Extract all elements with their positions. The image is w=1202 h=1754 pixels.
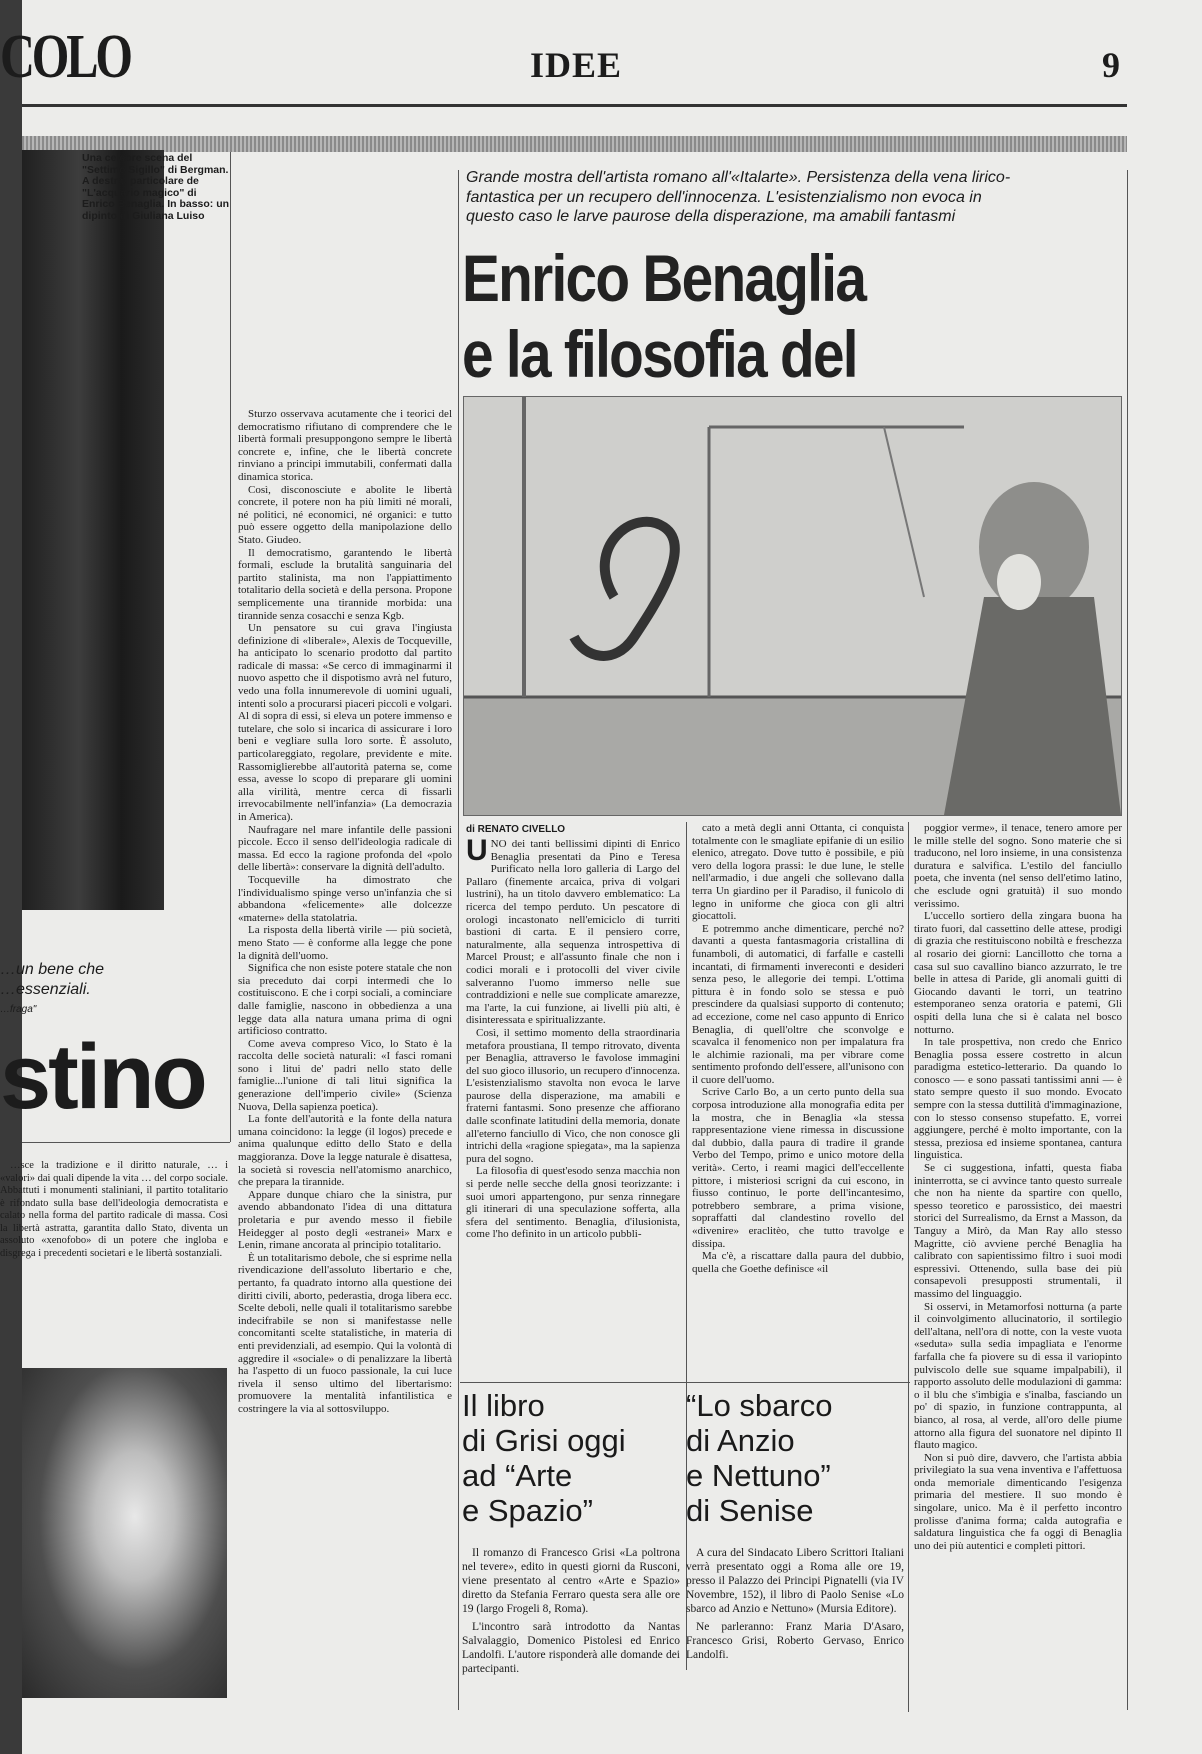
- paragraph: Si osservi, in Metamorfosi notturna (a parte il coinvolgimento allucinatorio, il sortilegio dell'altana, nell'ora di notte, con la veste vuota «seduta» sulla sedia impagliata e l'enorme farfalla che fa piovere su di essa il variopinto pulviscolo delle sue squame impalpabili), il rapporto assoluto delle modulazioni di gamma: o il blu che s'imbigia e s'inalba, fasciando un po' di spazio, in funzione contrappunta, al bianco, al rosa, al verde, all'oro delle piume attorno alla figura del suonatore nel dipinto Il flauto magico.: [914, 1300, 1122, 1452]
- paragraph: Naufragare nel mare infantile delle passioni piccole. Ecco il senso dell'ideologia radicale di massa. Ed ecco la ragione profonda del «polo delle libertà»: conservare la dignità dell'adulto.: [238, 823, 452, 874]
- paragraph: La fonte dell'autorità e la fonte della natura umana coincidono: la legge (il logos) precede e anima qualunque editto dello Stato e della maggioranza. Dove la legge naturale è disattesa, la società si rovescia nell'atomismo anarchico, che prepara la tirannide.: [238, 1113, 452, 1189]
- header-rule: [22, 104, 1127, 107]
- pull-quote-line: …un bene che: [0, 961, 105, 978]
- headline-line: “Lo sbarco: [686, 1388, 833, 1423]
- paragraph: UNO dei tanti bellissimi dipinti di Enrico Benaglia presentati da Pino e Teresa Purificato nella loro galleria di Largo del Pallaro (finemente arcaica, priva di volgari lustrini), ha un titolo davvero emblematico: La ricerca del tempo perduto. Un pescatore di orologi incastonato nell'emiciclo di turriti bastioni di carta. E il pensiero corre, naturalmente, alla sequenza introspettiva di Marcel Proust; e all'assunto finale che non i codici morali e i protocolli del viver civile salveranno l'uomo immerso nelle sue contraddizioni e nelle sue complicate amarezze, ma l'arte, la cui funzione, ai livelli più alti, è disinteressata e spiritualizzante.: [466, 838, 680, 1027]
- page-number: 9: [1102, 45, 1120, 85]
- box-rule: [460, 1382, 910, 1383]
- article-column-2: [692, 822, 904, 1392]
- column-rule: [458, 170, 459, 1710]
- paragraph: Se ci suggestiona, infatti, questa fiaba ininterrotta, se ci avvince tanto questo surreale che non ha niente da spartire con quello, spesso teoretico e parossistico, dei maestri storici del Surrealismo, da Ernst a Masson, da Tanguy a Mirò, da Man Ray allo stesso Magritte, ciò avviene perché Benaglia ha calibrato con sapientissimo filtro i suoi modi espressivi. Ottenendo, sulla base dei più consapevoli presupposti strumentali, il massimo del linguaggio.: [914, 1162, 1122, 1300]
- headline-line: Il libro: [462, 1388, 545, 1423]
- paragraph: poggior verme», il tenace, tenero amore per le mille stelle del sogno. Sono materie che si traducono, nel loro insieme, in una consistenza duratura e salvifica. L'estilo del fanciullo poeta, che inventa (nel senso dell'etimo latino, che esclude ogni gratuità) il suo mondo verissimo.: [914, 822, 1122, 910]
- paragraph: Come aveva compreso Vico, lo Stato è la raccolta delle società naturali: «I fasci romani sono i litui de' padri nello stato delle famiglie...l'unione di tali litui significa la generazione dell'imperio civile» (Scienza Nuova, Della sapienza poetica).: [238, 1037, 452, 1113]
- paragraph: Ne parleranno: Franz Maria D'Asaro, Francesco Grisi, Roberto Gervaso, Enrico Landolfi.: [686, 1621, 904, 1661]
- article-column-3: [914, 822, 1122, 1712]
- grisi-body: [462, 1546, 680, 1676]
- paragraph: La filosofia di quest'esodo senza macchia non si perde nelle secche della gnosi teorizzante: i suoi umori appartengono, pur senza rinnegare gli itinerari di una speculazione sofferta, alla sfera del sentimento. Benaglia, d'ilusionista, come l'ho definito in un articolo pubbli-: [466, 1165, 680, 1241]
- headline-line: e la filosofia del: [462, 317, 857, 391]
- paragraph: Così, disconosciute e abolite le libertà concrete, il potere non ha più limiti né morali, né politici, né economici, né organici: e tutto può essere oggetto della manipolazione dello Stato. Giudeo.: [238, 483, 452, 546]
- benaglia-painting: [463, 396, 1122, 816]
- paragraph: Scrive Carlo Bo, a un certo punto della sua corposa introduzione alla monografia edita per la mostra, che in Benaglia «la stessa rappresentazione viene rimessa in discussione dal dubbio, dalla paura di tradire il grande Verbo del Tempo, primo e unico motore della verità». Certo, i reami magici dell'eccellente pittore, i misteriosi scrigni da cui escono, in fiusso continuo, le porte dell'incantesimo, potrebbero sembrare, a prima visione, sopraffatti dal clandestino rovello del «divenire» eraclitèo, che tutto travolge e dissipa.: [692, 1086, 904, 1250]
- paragraph: Tocqueville ha dimostrato che l'individualismo spinge verso un'infanzia che si abbandona «felicemente» alle dolcezze «materne» della statolatria.: [238, 873, 452, 924]
- decorative-bar: [22, 136, 1127, 152]
- pull-quote-line: …fraga": [0, 1004, 37, 1015]
- paragraph: cato a metà degli anni Ottanta, ci conquista totalmente con le smagliate epifanie di un esilio elenico, atregato. Dove tutto è possibile, e più vero della logora prassi: le due lune, le stelle nell'armadio, i due angeli che sollevano dalla terra Un giardino per il Paradiso, il funicolo di legno in uniforme che gioca con gli altri giocattoli.: [692, 822, 904, 923]
- paragraph: L'incontro sarà introdotto da Nantas Salvalaggio, Domenico Pistolesi ed Enrico Landolfi. L'autore risponderà alle domande dei partecipanti.: [462, 1621, 680, 1675]
- paragraph: È un totalitarismo debole, che si esprime nella rivendicazione dell'assoluto libertario e che, pertanto, fa quadrato intorno alla questione dei diritti civili, aborto, pederastia, droga libera ecc. Scelte deboli, nelle quali il totalitarismo sarebbe indecifrabile se non si manifestasse nelle concomitanti scelte statalistiche, in materia di enti previdenziali, ad esempio. Qui la volontà di aggredire il «sociale» o di penalizzare la libertà ha l'aspetto di un fuoco passionale, la cui luce rivela il senso ultimo del libertarismo: promuovere la mentalità infantilistica e costringere la via al sottosviluppo.: [238, 1251, 452, 1415]
- headline-line: ad “Arte: [462, 1458, 573, 1493]
- luiso-painting: [22, 1368, 227, 1698]
- byline: di RENATO CIVELLO: [466, 824, 566, 835]
- pull-quote-line: …essenziali.: [0, 981, 91, 998]
- article-standfirst: Grande mostra dell'artista romano all'«Italarte». Persistenza della vena lirico-fantastica per un recupero dell'innocenza. L'esistenzialismo non evoca in questo caso le larve paurose della disperazione, ma amabili fantasmi: [466, 169, 1011, 225]
- paragraph: Un pensatore su cui grava l'ingiusta definizione di «liberale», Alexis de Tocqueville, ha anticipato lo scenario prodotto dal partito radicale di massa: «Se cerco di immaginarmi il nuovo aspetto che il dispotismo avrà nel futuro, vedo una folla innumerevole di uomini uguali, intenti solo a procurarsi piaceri piccoli e volgari. Al di sopra di essi, si eleva un potere immenso e tutelare, che solo si incarica di assicurare i loro beni e vegliare sulla loro sorte. È assoluto, particolareggiato, regolare, previdente e mite. Rassomiglierebbe all'autorità paterna se, come essa, avesse lo scopo di preparare gli uomini alla virilità, mentre cerca di fissarli irrevocabilmente nell'infanzia» (La democrazia in America).: [238, 622, 452, 823]
- headline-line: e Nettuno”: [686, 1458, 831, 1493]
- paragraph: E potremmo anche dimenticare, perché no? davanti a questa fantasmagoria cristallina di funamboli, di automatici, di farfalle e castelli incantati, di firmamenti invereconti e desideri senza peso, le allegorie dei tempi. L'ottima pittura è in fondo solo se stessa e può prescindere da qualsiasi supporto di contenuto; ad eccezione, come nel caso appunto di Enrico Benaglia, di quell'oltre che sconvolge e scavalca il fenomenico non per impalatura fra le alchimie razionali, ma per vibrare come sentimento profondo dell'essere, all'unisono con il cuore dell'uomo.: [692, 922, 904, 1086]
- paragraph: La risposta della libertà virile — più società, meno Stato — è conforme alla legge che pone la dignità dell'uomo.: [238, 924, 452, 962]
- paragraph: …sce la tradizione e il diritto naturale, … i «valori» dai quali dipende la vita … del corpo sociale. Abbattuti i monumenti staliniani, il partito totalitario è rifondato sulla base dell'ideologia democratista e calato nella forma del partito radicale di massa. Così la libertà astratta, garantita dallo Stato, diventa un assoluto «xenofobo» di un potere che ingloba e disgrega i precedenti societari e le libertà sostanziali.: [0, 1160, 228, 1259]
- section-title: IDEE: [530, 45, 623, 85]
- paragraph: Il romanzo di Francesco Grisi «La poltrona nel tevere», edito in questi giorni da Rusconi, viene presentato al centro «Arte e Spazio» diretto da Stefania Ferraro questa sera alle ore 19 (largo Frogeli 8, Roma).: [462, 1547, 680, 1615]
- right-page-rule: [1127, 170, 1128, 1710]
- paragraph: Ma c'è, a riscattare dalla paura del dubbio, quella che Goethe definisce «il: [692, 1250, 904, 1275]
- left-fragment-text: [0, 1160, 228, 1360]
- paragraph: Non si può dire, davvero, che l'artista abbia privilegiato la sua vena inventiva e l'affettuosa onda memoriale dimenticando l'esigenza primaria del mestiere. Il suo mondo è singolare, unico. Ma è il perfetto incontro prolisse d'anima forma; calda autografia e saldatura linguistica che fa oggi di Benaglia uno dei più autentici e completi pittori.: [914, 1451, 1122, 1552]
- grisi-headline: [462, 1388, 682, 1528]
- paragraph: In tale prospettiva, non credo che Enrico Benaglia possa essere costretto in alcun paradigma estetico-letterario. Da quando lo conosco — e sono passati tantissimi anni — è stato sempre questo il suo mondo. Evocato sempre con la stessa duttilità d'immaginazione, con lo stesso consenso stupefatto. E, vorrei aggiungere, perché è molto importante, con la stessa, preziosa ed insieme spontanea, cantura linguistica.: [914, 1036, 1122, 1162]
- large-headline-fragment: stino: [0, 1026, 205, 1128]
- column-rule: [908, 822, 909, 1712]
- headline-line: Enrico Benaglia: [462, 241, 866, 315]
- article-column-1: [466, 838, 680, 1660]
- left-box-rule: [230, 152, 231, 1142]
- paragraph: L'uccello sortiero della zingara buona ha tirato fuori, dal cassettino delle attese, prodigi di grazia che restituiscono nobiltà e freschezza al rosario dei giorni: Lancillotto che torna a casa sul suo cavallino bianco azzurrato, le tre belle in attesa di Paride, gli anomali guitti di Giocando davanti le torri, un teatrino estemporaneo senza oratoria e patemi, Gli ospiti della luna che si è calata nel bosco notturno.: [914, 910, 1122, 1036]
- paragraph: Sturzo osservava acutamente che i teorici del democratismo rifiutano di comprendere che le libertà formali presuppongono sempre le libertà concrete e, infine, che le libertà concrete rinviano a principi immutabili, confermati dalla dinamica storica.: [238, 408, 452, 483]
- paragraph: Significa che non esiste potere statale che non sia preceduto dai corpi intermedi che lo costituiscono. E che i corpi sociali, a cominciare dalle famiglie, nascono in obbedienza a una legge data alla natura umana prima di ogni artificioso contratto.: [238, 962, 452, 1038]
- headline-line: e Spazio”: [462, 1493, 593, 1528]
- headline-line: di Grisi oggi: [462, 1423, 626, 1458]
- painting-illustration: [464, 397, 1121, 815]
- left-box-bottom-rule: [22, 1142, 230, 1143]
- paragraph: Appare dunque chiaro che la sinistra, pur avendo abbandonato l'idea di una dittatura proletaria e pur avendo messo il fiebile Heidegger al posto degli «estranei» Marx e Lenin, rimane ancorata al principio totalitario.: [238, 1188, 452, 1252]
- column-rule: [686, 822, 687, 1670]
- film-still-photo: [22, 150, 164, 910]
- adjacent-page-edge: [0, 0, 22, 1754]
- paragraph: Il democratismo, garantendo le libertà formali, esclude la brutalità sanguinaria del partito stalinista, ma non l'appiattimento totalitario della società e della persona. Propone semplicemente una tirannide morbida: una tirannide senza cosacchi e senza Kgb.: [238, 546, 452, 622]
- photo-caption: Una celebre scena del "Settimo Sigillo" di Bergman. A destra: particolare de "L'acquario magico" di Enrico Benaglia. In basso: un dipinto di Giuliana Luiso: [82, 152, 230, 222]
- paragraph: A cura del Sindacato Libero Scrittori Italiani verrà presentato oggi a Roma alle ore 19, presso il Palazzo dei Principi Pignatelli (via IV Novembre, 152), il libro di Paolo Senise «Lo sbarco ad Anzio e Nettuno» (Mursia Editore).: [686, 1547, 904, 1615]
- paragraph: Così, il settimo momento della straordinaria metafora proustiana, Il tempo ritrovato, diventa per Benaglia, attraverso le favolose immagini del suo gioco illusorio, un recupero d'innocenza. L'esistenzialismo stavolta non evoca le larve paurose della disperazione, ma amabili e fraterni fantasmi. Sono presenze che affiorano dalle sconfinate latitudini della memoria, donate all'eterno fanciullo di Vico, che non conosce gli intrichi della «ragione spiegata», ma la sapienza pura del sogno.: [466, 1026, 680, 1165]
- drop-cap: U: [466, 838, 488, 867]
- headline-line: di Anzio: [686, 1423, 795, 1458]
- headline-line: di Senise: [686, 1493, 814, 1528]
- opinion-column-text: [238, 408, 452, 1708]
- senise-headline: [686, 1388, 906, 1528]
- senise-body: [686, 1546, 904, 1662]
- masthead-fragment: COLO: [0, 23, 130, 91]
- pull-quote: [0, 960, 200, 1020]
